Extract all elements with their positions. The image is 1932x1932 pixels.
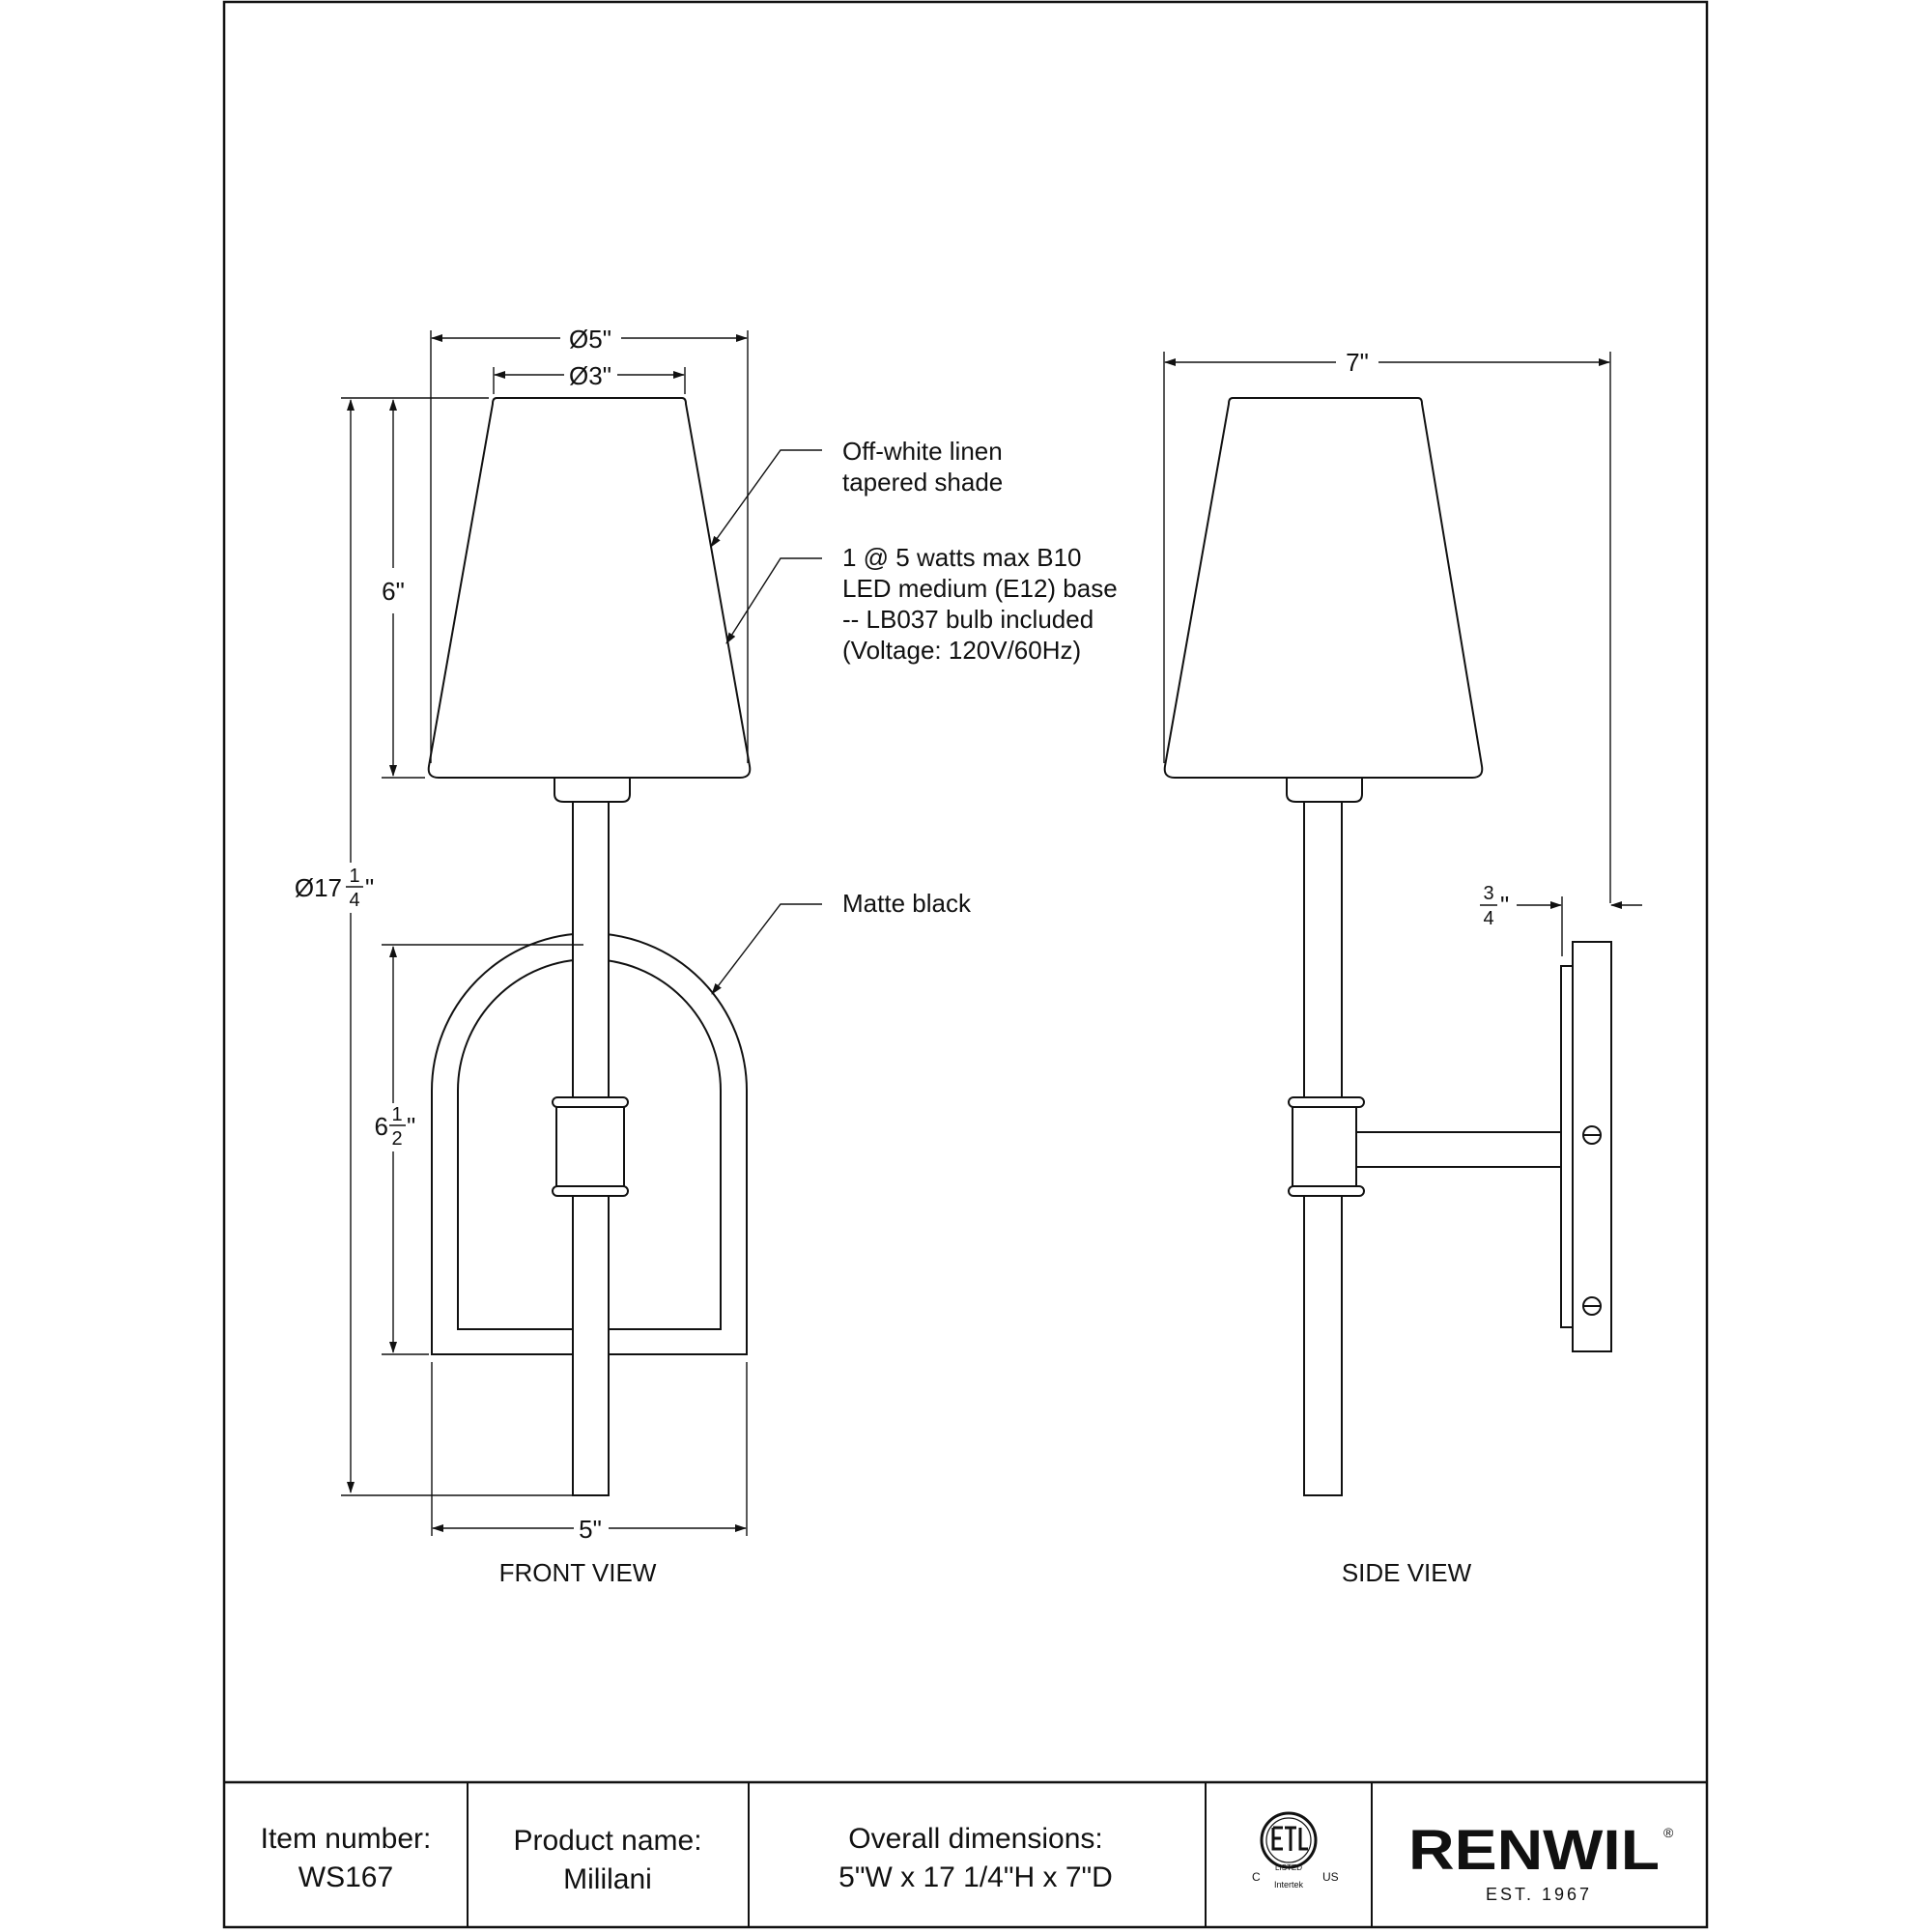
front-socket bbox=[554, 778, 630, 802]
callout-finish: Matte black bbox=[842, 889, 971, 918]
svg-text:®: ® bbox=[1663, 1825, 1674, 1840]
dim-frame-height bbox=[375, 1104, 416, 1150]
side-shade bbox=[1165, 398, 1483, 778]
svg-text:": " bbox=[365, 873, 375, 902]
dim-shade-bottom-dia: Ø5" bbox=[569, 325, 611, 354]
product-name-label: Product name: bbox=[513, 1825, 702, 1857]
side-view bbox=[1165, 398, 1611, 1495]
side-dimensions bbox=[1164, 352, 1642, 956]
svg-text:4: 4 bbox=[349, 890, 360, 911]
svg-text:RENWIL: RENWIL bbox=[1408, 1819, 1660, 1882]
overall-dimensions-label: Overall dimensions: bbox=[848, 1823, 1103, 1855]
svg-text:": " bbox=[1500, 891, 1510, 920]
front-shade bbox=[429, 398, 751, 778]
callout-leaders bbox=[711, 450, 822, 994]
svg-text:": " bbox=[407, 1112, 416, 1141]
front-collar-body bbox=[556, 1107, 624, 1186]
svg-text:3: 3 bbox=[1483, 883, 1494, 904]
svg-text:C: C bbox=[1252, 1870, 1261, 1884]
svg-text:US: US bbox=[1322, 1870, 1339, 1884]
dim-shade-top-dia: Ø3" bbox=[569, 361, 611, 390]
drawing-border bbox=[224, 2, 1707, 1927]
front-collar-top-ring bbox=[553, 1097, 628, 1107]
svg-text:LISTED: LISTED bbox=[1274, 1863, 1303, 1872]
svg-text:4: 4 bbox=[1483, 908, 1494, 929]
svg-text:EST. 1967: EST. 1967 bbox=[1485, 1885, 1593, 1904]
renwil-logo bbox=[1408, 1819, 1674, 1904]
etl-listed-logo bbox=[1252, 1813, 1339, 1889]
svg-text:1: 1 bbox=[391, 1104, 403, 1125]
side-collar-body bbox=[1293, 1107, 1356, 1186]
svg-text:6: 6 bbox=[374, 1112, 388, 1141]
overall-dimensions-value: 5"W x 17 1/4"H x 7"D bbox=[838, 1861, 1113, 1893]
svg-text:2: 2 bbox=[391, 1128, 403, 1150]
dim-side-depth: 7" bbox=[1346, 348, 1369, 377]
front-collar-bottom-ring bbox=[553, 1186, 628, 1196]
product-name-value: Mililani bbox=[563, 1863, 652, 1895]
side-backplate bbox=[1573, 942, 1611, 1351]
side-collar-top-ring bbox=[1289, 1097, 1364, 1107]
side-arm bbox=[1352, 1132, 1561, 1167]
front-view bbox=[429, 398, 751, 1495]
dim-shade-height: 6" bbox=[382, 577, 405, 606]
callout-shade: Off-white linen tapered shade bbox=[842, 437, 1004, 497]
callout-bulb: 1 @ 5 watts max B10 LED medium (E12) base -- LB037 bulb included (Voltage: 120V/60Hz) bbox=[842, 543, 1118, 665]
side-backplate-front bbox=[1561, 966, 1573, 1327]
side-socket bbox=[1287, 778, 1362, 802]
dim-overall-height bbox=[295, 866, 374, 911]
item-number-label: Item number: bbox=[260, 1823, 432, 1855]
side-view-label: SIDE VIEW bbox=[1341, 1558, 1472, 1587]
dim-plate-depth bbox=[1480, 883, 1509, 929]
item-number-value: WS167 bbox=[298, 1861, 394, 1893]
svg-text:1: 1 bbox=[349, 866, 360, 887]
side-collar-bottom-ring bbox=[1289, 1186, 1364, 1196]
svg-text:Intertek: Intertek bbox=[1273, 1880, 1304, 1889]
dim-base-width: 5" bbox=[579, 1515, 602, 1544]
svg-text:Ø17: Ø17 bbox=[294, 873, 342, 902]
front-view-label: FRONT VIEW bbox=[498, 1558, 657, 1587]
